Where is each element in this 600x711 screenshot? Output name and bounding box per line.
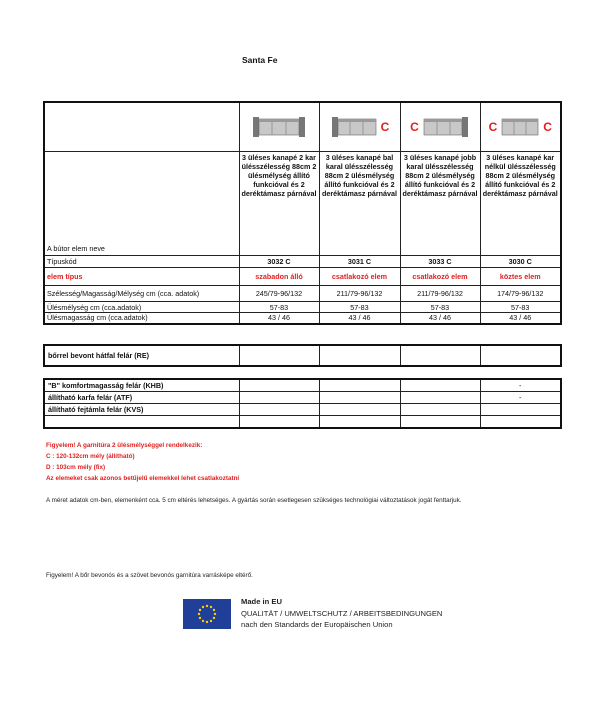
image-row — [44, 102, 561, 152]
dims-cell: 211/79-96/132 — [319, 286, 400, 302]
row-label: Ülésmélység cm (cca.adatok) — [44, 302, 239, 313]
dims-cell: 245/79-96/132 — [239, 286, 319, 302]
row-label: A bútor elem neve — [44, 152, 239, 256]
seat-height-cell: 43 / 46 — [239, 313, 319, 324]
option-label: állítható fejtámla felár (KVS) — [44, 404, 239, 416]
type-code-cell: 3032 C — [239, 256, 319, 268]
sofa-image-cell — [400, 102, 480, 152]
connector-mark: C — [410, 119, 419, 134]
row-label: Szélesség/Magasság/Mélység cm (cca. adatok) — [44, 286, 239, 302]
elem-type-cell: csatlakozó elem — [400, 268, 480, 286]
eu-flag-icon — [183, 599, 231, 629]
description-row — [44, 152, 561, 256]
elem-type-row — [44, 268, 561, 286]
seat-depth-cell: 57-83 — [400, 302, 480, 313]
sofa-image-cell — [480, 102, 561, 152]
seat-height-row — [44, 313, 561, 324]
description-cell: 3 üléses kanapé 2 kar ülésszélesség 88cm 2 ülésmélység állító funkcióval és 2 deréktámasz párnával — [239, 152, 319, 256]
row-label: Ülésmagasság cm (cca.adatok) — [44, 313, 239, 324]
warning-text: C : 120-132cm mély (állítható) — [46, 453, 135, 460]
seat-height-cell: 43 / 46 — [400, 313, 480, 324]
connector-mark: C — [543, 119, 552, 134]
sofa-left-arm-icon — [330, 113, 378, 141]
eu-quality-line: QUALITÄT / UMWELTSCHUTZ / ARBEITSBEDINGUNGEN — [241, 609, 443, 618]
empty-cell — [239, 345, 319, 366]
option-value: - — [480, 392, 561, 404]
elem-type-cell: szabadon álló — [239, 268, 319, 286]
option-label: állítható karfa felár (ATF) — [44, 392, 239, 404]
dimensions-note: A méret adatok cm-ben, elemenként cca. 5 cm eltérés lehetséges. A gyártás során esetlegesen szükséges technológiai változtatások jogát fenttarjuk. — [46, 497, 462, 504]
dims-cell: 211/79-96/132 — [400, 286, 480, 302]
option-value: - — [480, 379, 561, 392]
description-cell: 3 üléses kanapé kar nélkül ülésszélesség 88cm 2 ülésmélység állító funkcióval és 2 deréktámasz párnával — [480, 152, 561, 256]
type-code-cell: 3033 C — [400, 256, 480, 268]
dims-cell: 174/79-96/132 — [480, 286, 561, 302]
option-row — [44, 392, 561, 404]
description-cell: 3 üléses kanapé jobb karal ülésszélesség 88cm 2 ülésmélység állító funkcióval és 2 deréktámasz párnával — [400, 152, 480, 256]
warning-text: Figyelem! A garnitúra 2 ülésmélységgel rendelkezik: — [46, 442, 203, 449]
sofa-image-cell — [319, 102, 400, 152]
leather-label: bőrrel bevont hátfal felár (RE) — [44, 345, 239, 366]
sofa-2-arm-icon — [251, 113, 307, 141]
page-title: Santa Fe — [242, 55, 278, 65]
sofa-image-cell — [239, 102, 319, 152]
option-label: "B" komfortmagasság felár (KHB) — [44, 379, 239, 392]
options-table — [43, 378, 562, 429]
sofa-no-arm-icon — [500, 113, 540, 141]
elem-type-cell: köztes elem — [480, 268, 561, 286]
option-row-empty — [44, 416, 561, 429]
warning-text: D : 103cm mély (fix) — [46, 464, 106, 471]
connector-mark: C — [380, 119, 390, 134]
seat-height-cell: 43 / 46 — [480, 313, 561, 324]
elem-type-cell: csatlakozó elem — [319, 268, 400, 286]
made-in-eu: Made in EU — [241, 597, 282, 606]
dims-row — [44, 286, 561, 302]
product-table — [43, 101, 562, 325]
empty-cell — [480, 345, 561, 366]
leather-fabric-note: Figyelem! A bőr bevonós és a szövet bevonós garnitúra varrásképe eltérő. — [46, 572, 253, 579]
empty-cell — [319, 345, 400, 366]
option-row — [44, 404, 561, 416]
seat-height-cell: 43 / 46 — [319, 313, 400, 324]
sofa-right-arm-icon — [422, 113, 470, 141]
empty-cell — [400, 345, 480, 366]
type-code-row — [44, 256, 561, 268]
leather-surcharge-table — [43, 344, 562, 367]
description-cell: 3 üléses kanapé bal karal ülésszélesség 88cm 2 ülésmélység állító funkcióval és 2 deréktámasz párnával — [319, 152, 400, 256]
type-code-cell: 3030 C — [480, 256, 561, 268]
eu-standards-line: nach den Standards der Europäischen Union — [241, 620, 393, 629]
seat-depth-cell: 57-83 — [480, 302, 561, 313]
option-row — [44, 379, 561, 392]
corner-cell — [44, 102, 239, 152]
row-label: Típuskód — [44, 256, 239, 268]
option-value — [480, 404, 561, 416]
seat-depth-cell: 57-83 — [239, 302, 319, 313]
seat-depth-cell: 57-83 — [319, 302, 400, 313]
leather-row — [44, 345, 561, 366]
seat-depth-row — [44, 302, 561, 313]
row-label: elem típus — [44, 268, 239, 286]
warning-text: Az elemeket csak azonos betűjelű elemekkel lehet csatlakoztatni — [46, 475, 240, 482]
connector-mark: C — [488, 119, 498, 134]
type-code-cell: 3031 C — [319, 256, 400, 268]
